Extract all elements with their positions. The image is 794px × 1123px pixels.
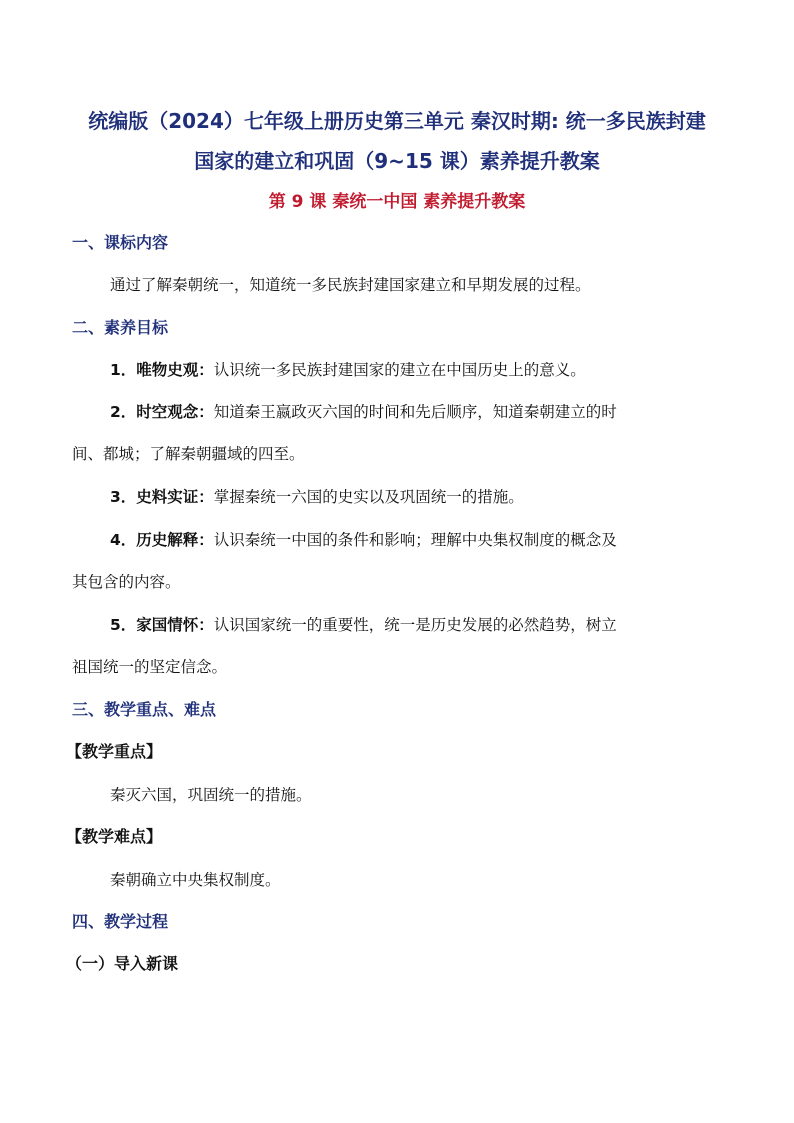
standards-text: 通过了解秦朝统一，知道统一多民族封建国家建立和早期发展的过程。 [110, 276, 591, 294]
objective-label: 3．史料实证： [110, 488, 214, 506]
objective-item-5-cont: 祖国统一的坚定信念。 [72, 658, 228, 676]
process-subheading-intro: （一）导入新课 [66, 954, 179, 973]
objective-item-4 [72, 527, 762, 553]
teaching-difficulty-label: 【教学难点】 [66, 827, 163, 846]
teaching-focus-label: 【教学重点】 [66, 742, 163, 761]
objective-item-3 [72, 484, 762, 510]
teaching-focus-text: 秦灭六国，巩固统一的措施。 [110, 786, 312, 804]
objective-text: 认识国家统一的重要性，统一是历史发展的必然趋势，树立 [213, 616, 617, 634]
objective-item-2 [72, 399, 762, 425]
lesson-title: 第 9 课 秦统一中国 素养提升教案 [268, 192, 526, 212]
document-title-line2: 国家的建立和巩固（9~15 课）素养提升教案 [194, 149, 600, 173]
objective-item-1 [72, 357, 762, 383]
objective-text: 认识统一多民族封建国家的建立在中国历史上的意义。 [213, 361, 586, 379]
objective-item-5 [72, 612, 762, 638]
teaching-difficulty-text: 秦朝确立中央集权制度。 [110, 871, 281, 889]
objective-label: 2．时空观念： [110, 403, 214, 421]
objective-item-4-cont: 其包含的内容。 [72, 573, 181, 591]
objective-label: 1．唯物史观： [110, 361, 214, 379]
section-heading-objectives: 二、素养目标 [72, 318, 169, 337]
section-heading-key-points: 三、教学重点、难点 [72, 700, 217, 719]
objective-text: 掌握秦统一六国的史实以及巩固统一的措施。 [213, 488, 524, 506]
section-heading-process: 四、教学过程 [72, 912, 169, 931]
document-title-line1: 统编版（2024）七年级上册历史第三单元 秦汉时期: 统一多民族封建 [88, 109, 706, 133]
objective-label: 4．历史解释： [110, 531, 214, 549]
objective-text: 认识秦统一中国的条件和影响；理解中央集权制度的概念及 [213, 531, 617, 549]
objective-text: 知道秦王嬴政灭六国的时间和先后顺序，知道秦朝建立的时 [213, 403, 617, 421]
objective-item-2-cont: 间、都城；了解秦朝疆域的四至。 [72, 445, 305, 463]
objective-label: 5．家国情怀： [110, 616, 214, 634]
section-heading-standards: 一、课标内容 [72, 233, 169, 252]
